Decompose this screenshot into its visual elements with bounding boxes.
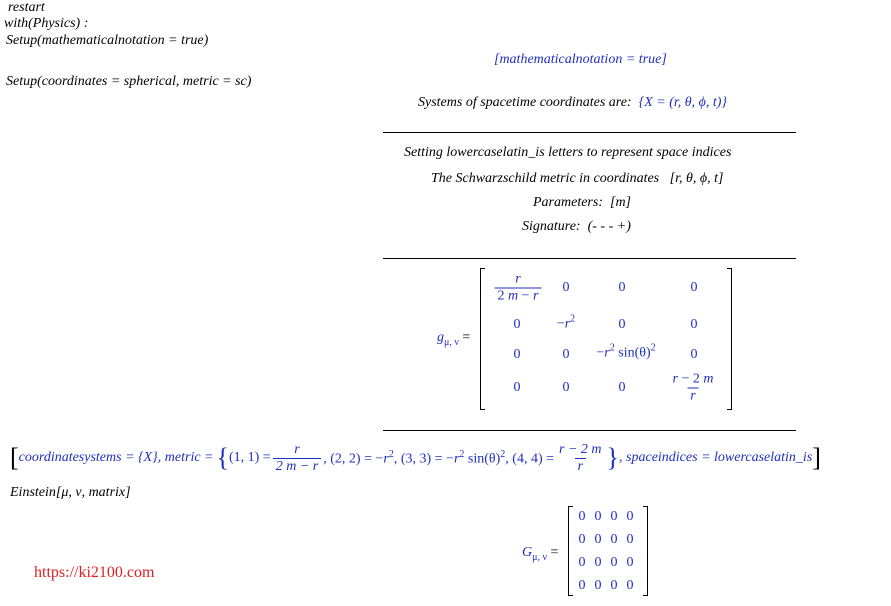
- separator-rule: [383, 132, 796, 133]
- metric-cell: 0: [513, 380, 521, 395]
- matrix-left-bracket: [568, 506, 573, 596]
- separator-rule: [383, 430, 796, 431]
- metric-cell: 0: [690, 280, 698, 295]
- einstein-cell: 0: [594, 555, 602, 570]
- einstein-cell: 0: [610, 578, 618, 593]
- einstein-cell: 0: [626, 555, 634, 570]
- input-setup-coords[interactable]: Setup(coordinates = spherical, metric = sc): [6, 74, 252, 89]
- einstein-cell: 0: [626, 532, 634, 547]
- input-restart[interactable]: restart: [8, 0, 45, 15]
- einstein-indices: μ, ν: [532, 551, 548, 563]
- einstein-cell: 0: [578, 509, 586, 524]
- metric-cell: $-r^2$: [556, 313, 576, 332]
- einstein-matrix: [568, 506, 648, 596]
- input-with-physics[interactable]: with(Physics) :: [4, 16, 89, 31]
- einstein-cell: 0: [578, 532, 586, 547]
- einstein-cell: 0: [594, 578, 602, 593]
- metric-cell: $\frac{r - 2 m}{r}$: [672, 371, 714, 404]
- metric-label: $g_{\mu, \nu}$ =: [437, 330, 471, 348]
- einstein-cell: 0: [610, 509, 618, 524]
- metric-cell: $\frac{r}{2 m - r}$: [493, 272, 544, 305]
- setting-letters-message: Setting lowercaselatin_is letters to represent space indices: [404, 145, 732, 160]
- matrix-right-bracket: [727, 268, 732, 410]
- output-notation-result: [mathematicalnotation = true]: [494, 52, 667, 67]
- separator-rule: [383, 258, 796, 259]
- einstein-cell: 0: [626, 578, 634, 593]
- metric-indices: μ, ν: [444, 336, 459, 348]
- setup-summary-a: coordinatesystems = {X}, metric =: [18, 450, 214, 465]
- input-einstein[interactable]: Einstein[μ, ν, matrix]: [10, 485, 131, 500]
- metric-cell: 0: [690, 347, 698, 362]
- signature-label: Signature:: [522, 219, 581, 234]
- metric-cell: 0: [690, 317, 698, 332]
- metric-cell: 0: [562, 280, 570, 295]
- matrix-right-bracket: [643, 506, 648, 596]
- parameters-value: [m]: [610, 195, 632, 210]
- signature-value: (- - - +): [587, 219, 631, 234]
- metric-matrix: [480, 268, 732, 410]
- einstein-cell: 0: [594, 509, 602, 524]
- setup-summary-b: spaceindices = lowercaselatin_is: [626, 450, 813, 465]
- einstein-cell: 0: [626, 509, 634, 524]
- metric-cell: 0: [513, 347, 521, 362]
- metric-cell: 0: [562, 380, 570, 395]
- metric-cell: 0: [513, 317, 521, 332]
- einstein-cell: 0: [594, 532, 602, 547]
- metric-cell: 0: [618, 280, 626, 295]
- metric-symbol: g: [437, 330, 444, 345]
- einstein-cell: 0: [610, 532, 618, 547]
- metric-cell: 0: [618, 317, 626, 332]
- metric-cell: 0: [618, 380, 626, 395]
- einstein-label: $G_{\mu, \nu}$ =: [522, 545, 559, 563]
- einstein-cell: 0: [578, 555, 586, 570]
- signature-message: [522, 219, 631, 235]
- coord-systems-label: Systems of spacetime coordinates are:: [418, 95, 632, 110]
- einstein-cell: 0: [578, 578, 586, 593]
- coord-systems-value: {X = (r, θ, ϕ, t)}: [638, 95, 728, 110]
- watermark-url: https://ki2100.com: [34, 564, 155, 581]
- parameters-label: Parameters:: [533, 195, 603, 210]
- schwarzschild-message: [431, 171, 723, 187]
- setup-summary-output: [ coordinatesystems = {X}, metric = { (1, 1) = $\frac{r}{2 m - r}$ , (2, $2) = -r^2$, (3, $3) = -r^2$ $\sin(\theta)^2$, (4, 4) = $\frac{r - 2 m}{r}$ } , spaceindices = lowercaselatin_is ]: [10, 441, 821, 474]
- einstein-cell: 0: [610, 555, 618, 570]
- input-setup-notation[interactable]: Setup(mathematicalnotation = true): [6, 33, 209, 48]
- matrix-left-bracket: [480, 268, 485, 410]
- parameters-message: [533, 195, 631, 211]
- metric-cell: $-r^2$ $\sin(\theta)^2$: [596, 342, 656, 361]
- einstein-symbol: G: [522, 545, 533, 560]
- schwarzschild-label: The Schwarzschild metric in coordinates: [431, 171, 660, 186]
- output-coord-systems: [418, 95, 727, 111]
- schwarzschild-coords: [r, θ, ϕ, t]: [669, 171, 724, 186]
- metric-cell: 0: [562, 347, 570, 362]
